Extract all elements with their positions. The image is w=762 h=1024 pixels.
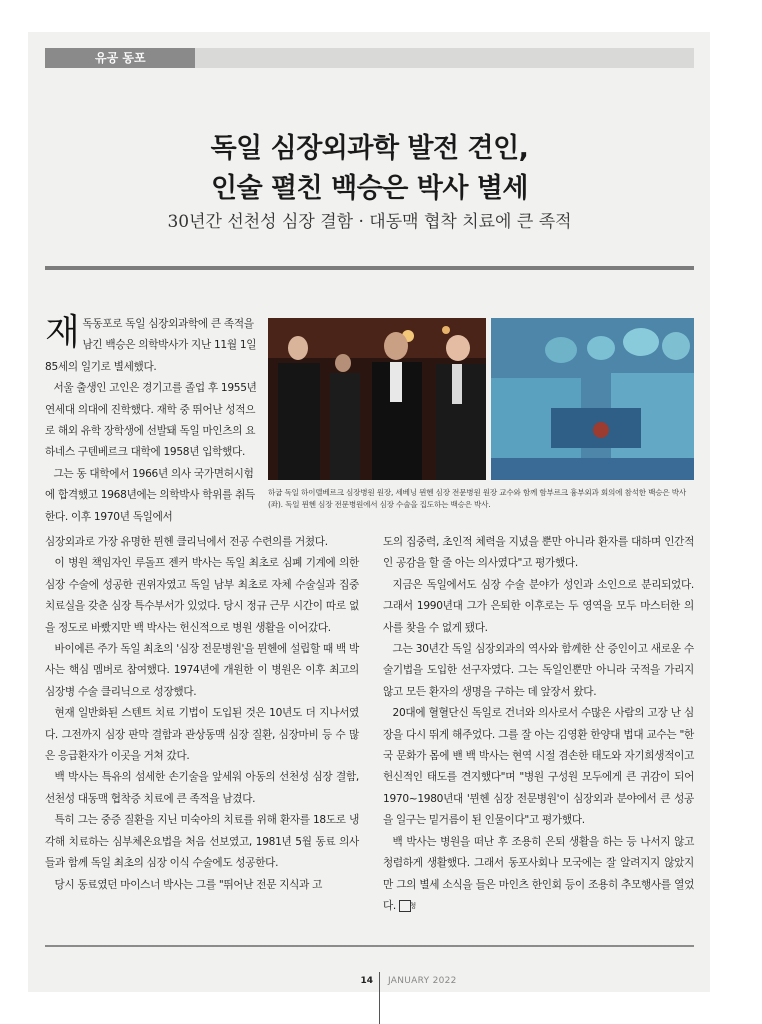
footer-divider — [379, 972, 380, 1024]
body-paragraph: 지금은 독일에서도 심장 수술 분야가 성인과 소인으로 분리되었다. 그래서 1990년대 그가 은퇴한 이후로는 두 영역을 모두 마스터한 의사를 찾을 수 없게 됐다. — [383, 578, 694, 634]
right-column — [383, 532, 694, 917]
intro-text: 독동포로 독일 심장외과학에 큰 족적을 남긴 백승은 의학박사가 지난 11월 1일 85세의 일기로 별세했다. — [45, 318, 257, 373]
article-title-line1: 독일 심장외과학 발전 견인, — [210, 133, 529, 164]
section-tag: 유공 동포 — [45, 48, 195, 68]
body-paragraph: 서울 출생인 고인은 경기고를 졸업 후 1955년 연세대 의대에 진학했다. 재학 중 뛰어난 성적으로 해외 유학 장학생에 선발돼 독일 마인츠의 요하네스 구텐베르크 대학에 1958년 입학했다. — [45, 382, 257, 459]
title-divider — [45, 266, 694, 270]
body-paragraph: 심장외과로 가장 유명한 뮌헨 클리닉에서 전공 수련의를 거쳤다. — [45, 536, 328, 548]
bottom-divider — [45, 945, 694, 947]
photo-surgery-illustration — [491, 318, 694, 480]
body-paragraph: 백 박사는 특유의 섬세한 손기술을 앞세워 아동의 선천성 심장 결함, 선천성 대동맥 협착증 치료에 큰 족적을 남겼다. — [45, 771, 359, 805]
closing-text: 백 박사는 병원을 떠난 후 조용히 은퇴 생활을 하는 등 나서지 않고 청렴하게 생활했다. 그래서 동포사회나 모국에는 잘 알려지지 않았지만 그의 별세 소식을 들은 마인츠 한인회 등이 조용히 추모행사를 열었다. — [383, 835, 694, 912]
end-mark-icon: 청 — [399, 900, 411, 912]
dropcap: 재 — [45, 312, 80, 353]
photo-surgery — [491, 318, 694, 480]
body-paragraph — [383, 832, 694, 918]
body-paragraph: 현재 일반화된 스텐트 치료 기법이 도입된 것은 10년도 더 지나서였다. 그전까지 심장 판막 결함과 관상동맥 심장 질환, 심장마비 등 수 많은 응급환자가 이곳을 거쳐 갔다. — [45, 707, 359, 763]
body-paragraph: 이 병원 책임자인 루돌프 젠커 박사는 독일 최초로 심폐 기계에 의한 심장 수술에 성공한 권위자였고 독일 남부 최초로 자체 수술실과 집중 치료실을 갖춘 심장 특수부서가 있었다. 당시 정규 근무 시간이 따로 없을 정도로 바빴지만 백 박사는 헌신적으로 병원 생활을 이어갔다. — [45, 557, 359, 634]
body-paragraph: 그는 30년간 독일 심장외과의 역사와 함께한 산 증인이고 새로운 수술기법을 도입한 선구자였다. 그는 독일인뿐만 아니라 국적을 가리지 않고 모든 환자의 생명을 구하는 데 앞장서 왔다. — [383, 643, 694, 698]
body-paragraph: 그는 동 대학에서 1966년 의사 국가면허시험에 합격했고 1968년에는 의학박사 학위를 취득한다. 이후 1970년 독일에서 — [45, 467, 255, 523]
page-number: 14 — [360, 976, 373, 986]
left-column — [45, 532, 359, 896]
article-title-line2: 인술 펼친 백승은 박사 별세 — [210, 173, 528, 204]
body-paragraph: 바이에른 주가 독일 최초의 '심장 전문병원'을 뮌헨에 설립할 때 백 박사는 핵심 멤버로 참여했다. 1974년에 개원한 이 병원은 이후 최고의 심장병 수술 클리닉으로 성장했다. — [45, 643, 359, 698]
photo-doctors-group — [268, 318, 486, 480]
section-bar — [195, 48, 694, 68]
photo-doctors-illustration — [268, 318, 486, 480]
body-paragraph: 특히 그는 중증 질환을 지닌 미숙아의 치료를 위해 환자를 18도로 냉각해 치료하는 심부체온요법을 처음 선보였고, 1981년 5월 동료 의사들과 함께 독일 최초의 심장 이식 수술에도 성공한다. — [45, 814, 359, 870]
issue-date: JANUARY 2022 — [388, 976, 457, 986]
intro-column — [45, 314, 257, 528]
photo-caption: 하굽 독일 하이델베르크 심장병원 원장, 세베닝 뮌헨 심장 전문병원 원장 교수와 함께 함부르크 흉부외과 회의에 참석한 백승은 박사(좌). 독일 뮌헨 심장 전문병원에서 심장 수술을 집도하는 백승은 박사. — [268, 488, 687, 509]
article-subtitle: 30년간 선천성 심장 결함 · 대동맥 협착 치료에 큰 족적 — [167, 212, 572, 232]
body-paragraph: 도의 집중력, 초인적 체력을 지녔을 뿐만 아니라 환자를 대하며 인간적인 공감을 할 줄 아는 의사였다"고 평가했다. — [383, 536, 694, 570]
intro-paragraph — [45, 314, 257, 378]
body-paragraph: 20대에 혈혈단신 독일로 건너와 의사로서 수많은 사람의 고장 난 심장을 다시 뛰게 해주었다. 그를 잘 아는 김영환 한양대 법대 교수는 "한국 문화가 몸에 밴 백 박사는 현역 시절 겸손한 태도와 자기희생적이고 헌신적인 태도를 견지했다"며 "병원 구성원 모두에게 큰 귀감이 되어 1970~1980년대 '뮌헨 심장 전문병원'이 심장외과 분야에서 큰 성공을 일구는 밑거름이 된 인물이다"고 평가했다. — [383, 707, 694, 827]
body-paragraph: 당시 동료였던 마이스너 박사는 그를 "뛰어난 전문 지식과 고 — [54, 878, 323, 891]
